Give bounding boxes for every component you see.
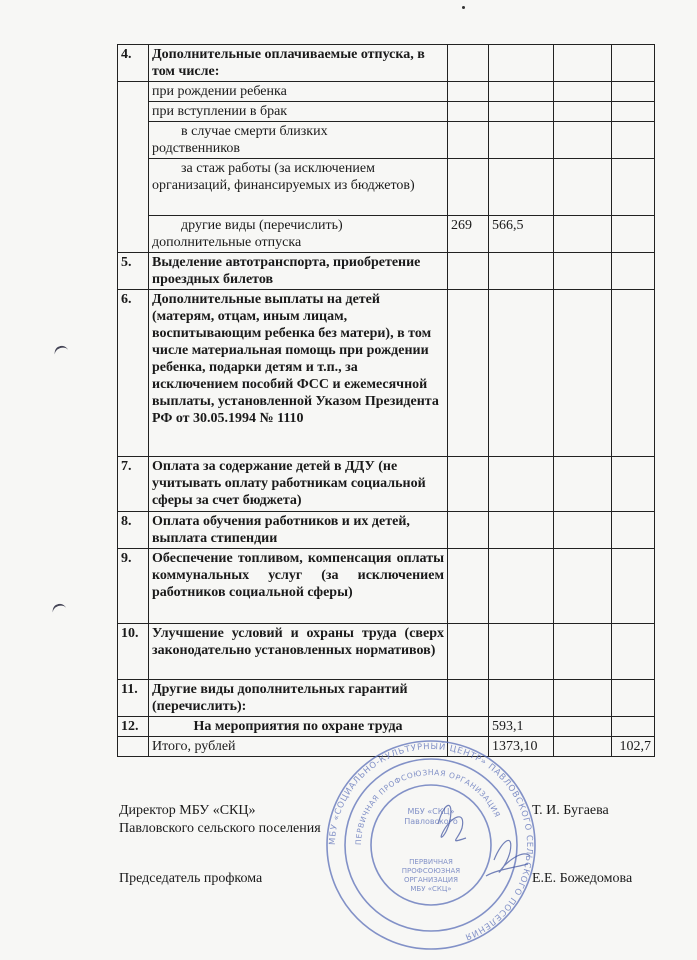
cell (448, 290, 489, 457)
cell (448, 159, 489, 216)
table-row (118, 549, 655, 624)
table-row (118, 216, 655, 253)
cell (554, 680, 612, 717)
cell (554, 717, 612, 737)
cell (448, 680, 489, 717)
row-text: Итого, рублей (149, 737, 448, 757)
row-number: 10. (118, 624, 149, 680)
cell (554, 253, 612, 290)
cell (448, 45, 489, 82)
stamp-center-line2: ПРОФСОЮЗНАЯ (401, 867, 461, 875)
stamp-center-line4: МБУ «СКЦ» (410, 885, 452, 893)
cell (554, 457, 612, 512)
row-text: Выделение автотранспорта, приобретение проездных билетов (149, 253, 448, 290)
director-title-line1: Директор МБУ «СКЦ» (119, 803, 256, 818)
hole-punch-mark (51, 602, 68, 616)
cell (554, 102, 612, 122)
stamp-top-text2: Павловского (404, 817, 458, 826)
row-text: при вступлении в брак (149, 102, 448, 122)
cell (448, 624, 489, 680)
table-row (118, 82, 655, 102)
table-row (118, 253, 655, 290)
row-text: Оплата обучения работников и их детей, выплата стипендии (149, 512, 448, 549)
row-number: 5. (118, 253, 149, 290)
row-number: 12. (118, 717, 149, 737)
stamp-outer-text: МБУ «СОЦИАЛЬНО-КУЛЬТУРНЫЙ ЦЕНТР» ПАВЛОВСКОГО СЕЛЬСКОГО ПОСЕЛЕНИЯ (327, 741, 535, 942)
cell (612, 253, 655, 290)
row-text-first: за стаж работы (за исключением (181, 161, 375, 176)
row-text: Дополнительные оплачиваемые отпуска, в том числе: (149, 45, 448, 82)
row-number: 7. (118, 457, 149, 512)
row-number (118, 82, 149, 253)
cell (489, 680, 554, 717)
row-number: 9. (118, 549, 149, 624)
cell (612, 549, 655, 624)
cell (448, 102, 489, 122)
cell (489, 290, 554, 457)
cell: 102,7 (612, 737, 655, 757)
row-text (149, 159, 448, 216)
cell (448, 512, 489, 549)
cell (612, 624, 655, 680)
table-row (118, 624, 655, 680)
cell (612, 216, 655, 253)
row-text-rest: организаций, финансируемых из бюджетов) (152, 178, 415, 193)
row-text-rest: дополнительные отпуска (152, 235, 302, 250)
cell (612, 45, 655, 82)
cell (448, 457, 489, 512)
table-row (118, 122, 655, 159)
cell (554, 737, 612, 757)
table-row (118, 159, 655, 216)
cell (448, 122, 489, 159)
cell (489, 45, 554, 82)
cell (554, 290, 612, 457)
cell (448, 82, 489, 102)
cell (489, 159, 554, 216)
cell (612, 102, 655, 122)
row-text: при рождении ребенка (149, 82, 448, 102)
cell (612, 122, 655, 159)
cell (612, 680, 655, 717)
row-text: Оплата за содержание детей в ДДУ (не учитывать оплату работникам социальной сферы за счет бюджета) (149, 457, 448, 512)
director-name: Т. И. Бугаева (532, 803, 609, 818)
cell: 269 (448, 216, 489, 253)
cell (489, 102, 554, 122)
stamp-center-line3: ОРГАНИЗАЦИЯ (403, 876, 459, 884)
row-text: Обеспечение топливом, компенсация оплаты коммунальных услуг (за исключением работников социальной сферы) (149, 549, 448, 624)
table-row (118, 512, 655, 549)
cell (554, 159, 612, 216)
organization-stamp (316, 740, 546, 950)
cell (612, 290, 655, 457)
cell (554, 82, 612, 102)
table-row (118, 717, 655, 737)
cell (448, 253, 489, 290)
row-text (149, 122, 448, 159)
stamp-top-text: МБУ «СКЦ» (407, 807, 455, 816)
cell (612, 717, 655, 737)
table-row (118, 45, 655, 82)
row-number: 11. (118, 680, 149, 717)
table-row (118, 680, 655, 717)
cell (554, 549, 612, 624)
table-row (118, 457, 655, 512)
cell (554, 624, 612, 680)
chair-name: Е.Е. Божедомова (532, 871, 633, 886)
hole-punch-mark (53, 344, 70, 358)
stamp-center-line1: ПЕРВИЧНАЯ (409, 858, 453, 866)
chair-title: Председатель профкома (119, 871, 263, 886)
cell (612, 82, 655, 102)
cell (489, 457, 554, 512)
cell (554, 216, 612, 253)
row-text: Другие виды дополнительных гарантий (перечислить): (149, 680, 448, 717)
cell (489, 624, 554, 680)
row-text (149, 216, 448, 253)
row-text: Улучшение условий и охраны труда (сверх законодательно установленных нормативов) (149, 624, 448, 680)
cell (489, 549, 554, 624)
speck-mark (462, 6, 465, 9)
cell: 593,1 (489, 717, 554, 737)
cell (554, 122, 612, 159)
row-text-rest: родственников (152, 141, 240, 156)
row-text: На мероприятия по охране труда (149, 717, 448, 737)
benefits-table (117, 44, 655, 757)
table-row (118, 290, 655, 457)
cell (612, 457, 655, 512)
cell: 1373,10 (489, 737, 554, 757)
row-number: 8. (118, 512, 149, 549)
cell (448, 549, 489, 624)
row-text: Дополнительные выплаты на детей (матерям, отцам, иным лицам, воспитывающим ребенка без матери), в том числе материальная помощь при рождении ребенка, подарки детям и т.п., за исключением пособий ФСС и ежемесячной выплаты, установленной Указом Президента РФ от 30.05.1994 № 1110 (149, 290, 448, 457)
director-title-line2: Павловского сельского поселения (119, 821, 321, 836)
stamp-inner-ring-text: ПЕРВИЧНАЯ ПРОФСОЮЗНАЯ ОРГАНИЗАЦИЯ (353, 767, 503, 846)
cell (448, 717, 489, 737)
cell (612, 159, 655, 216)
table-row (118, 102, 655, 122)
cell (489, 253, 554, 290)
cell (489, 82, 554, 102)
cell: 566,5 (489, 216, 554, 253)
cell (489, 122, 554, 159)
row-text-first: другие виды (перечислить) (181, 218, 343, 233)
cell (554, 512, 612, 549)
row-number (118, 737, 149, 757)
cell (554, 45, 612, 82)
row-number: 6. (118, 290, 149, 457)
row-text-first: в случае смерти близких (181, 124, 328, 139)
cell (489, 512, 554, 549)
row-number: 4. (118, 45, 149, 82)
cell (612, 512, 655, 549)
